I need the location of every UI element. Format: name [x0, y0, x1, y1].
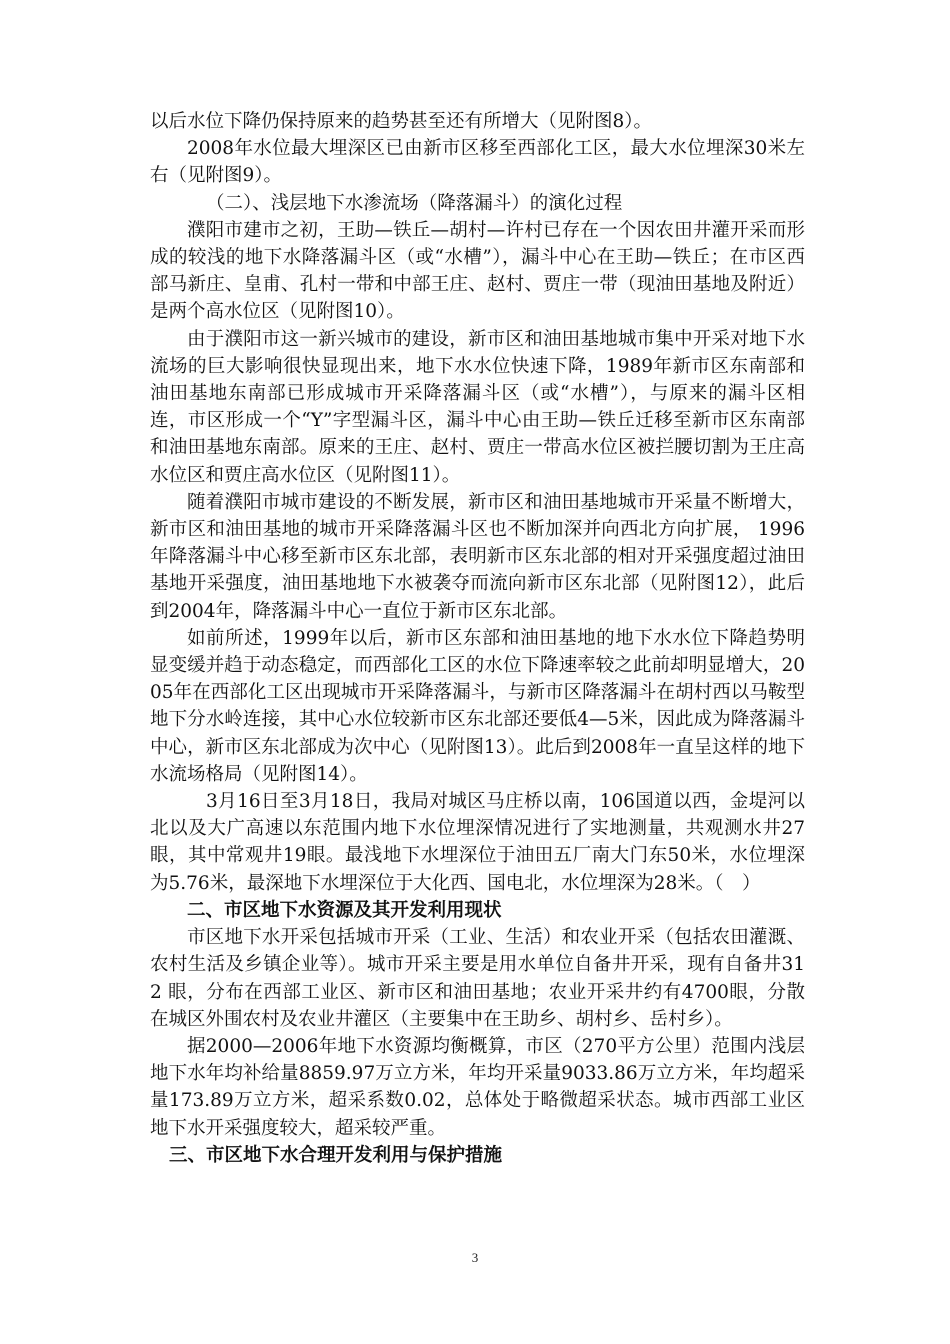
heading-section-two: 二、市区地下水资源及其开发利用现状	[187, 899, 502, 921]
paragraph-2008-water-level: 2008年水位最大埋深区已由新市区移至西部化工区，最大水位埋深30米左右（见附图9）。	[150, 138, 805, 187]
paragraph-city-development: 由于濮阳市这一新兴城市的建设，新市区和油田基地城市集中开采对地下水流场的巨大影响很快显现出来，地下水水位快速下降，1989年新市区东南部和油田基地东南部已形成城市开采降落漏斗区（或“水槽”），与原来的漏斗区相连，市区形成一个“Y”字型漏斗区，漏斗中心由王助—铁丘迁移至新市区东南部和油田基地东南部。原来的王庄、赵村、贾庄一带高水位区被拦腰切割为王庄高水位区和贾庄高水位区（见附图11）。	[150, 328, 805, 486]
section-heading-seepage-field: （二）、浅层地下水渗流场（降落漏斗）的演化过程	[206, 192, 623, 214]
paragraph-early-funnel: 濮阳市建市之初，王助—铁丘—胡村—许村已存在一个因农田井灌开采而形成的较浅的地下水降落漏斗区（或“水槽”），漏斗中心在王助—铁丘；在市区西部马新庄、皇甫、孔村一带和中部王庄、赵村、贾庄一带（现油田基地及附近）是两个高水位区（见附图10）。	[150, 219, 805, 323]
paragraph-after-1999: 如前所述，1999年以后，新市区东部和油田基地的地下水水位下降趋势明显变缓并趋于动态稳定，而西部化工区的水位下降速率较之此前却明显增大，2005年在西部化工区出现城市开采降落漏斗，与新市区降落漏斗在胡村西以马鞍型地下分水岭连接，其中心水位较新市区东北部还要低4—5米，因此成为降落漏斗中心，新市区东北部成为次中心（见附图13）。此后到2008年一直呈这样的地下水流场格局（见附图14）。	[150, 627, 805, 785]
paragraph-balance-estimate: 据2000—2006年地下水资源均衡概算，市区（270平方公里）范围内浅层地下水年均补给量8859.97万立方米，年均开采量9033.86万立方米，年均超采量173.89万立方米，超采系数0.02，总体处于略微超采状态。城市西部工业区地下水开采强度较大，超采较严重。	[150, 1035, 805, 1139]
paragraph-expansion-1996: 随着濮阳市城市建设的不断发展，新市区和油田基地城市开采量不断增大，新市区和油田基地的城市开采降落漏斗区也不断加深并向西北方向扩展， 1996年降落漏斗中心移至新市区东北部，表明新市区东北部的相对开采强度超过油田基地开采强度，油田基地地下水被袭夺而流向新市区东北部（见附图12），此后到2004年，降落漏斗中心一直位于新市区东北部。	[150, 491, 805, 622]
paragraph-continued: 以后水位下降仍保持原来的趋势甚至还有所增大（见附图8）。	[150, 111, 653, 132]
paragraph-survey-march: 3月16日至3月18日，我局对城区马庄桥以南，106国道以西，金堤河以北以及大广高速以东范围内地下水位埋深情况进行了实地测量，共观测水井27眼，其中常观井19眼。最浅地下水埋深位于油田五厂南大门东50米，水位埋深为5.76米，最深地下水埋深位于大化西、国电北，水位埋深为28米。（ ）	[150, 791, 805, 894]
document-body	[150, 108, 805, 1169]
page-number: 3	[471, 1250, 479, 1265]
heading-section-three: 三、市区地下水合理开发利用与保护措施	[169, 1144, 503, 1166]
paragraph-extraction-types: 市区地下水开采包括城市开采（工业、生活）和农业开采（包括农田灌溉、农村生活及乡镇企业等）。城市开采主要是用水单位自备井开采，现有自备井312 眼，分布在西部工业区、新市区和油田基地；农业开采井约有4700眼，分散在城区外围农村及农业井灌区（主要集中在王助乡、胡村乡、岳村乡）。	[150, 927, 805, 1030]
